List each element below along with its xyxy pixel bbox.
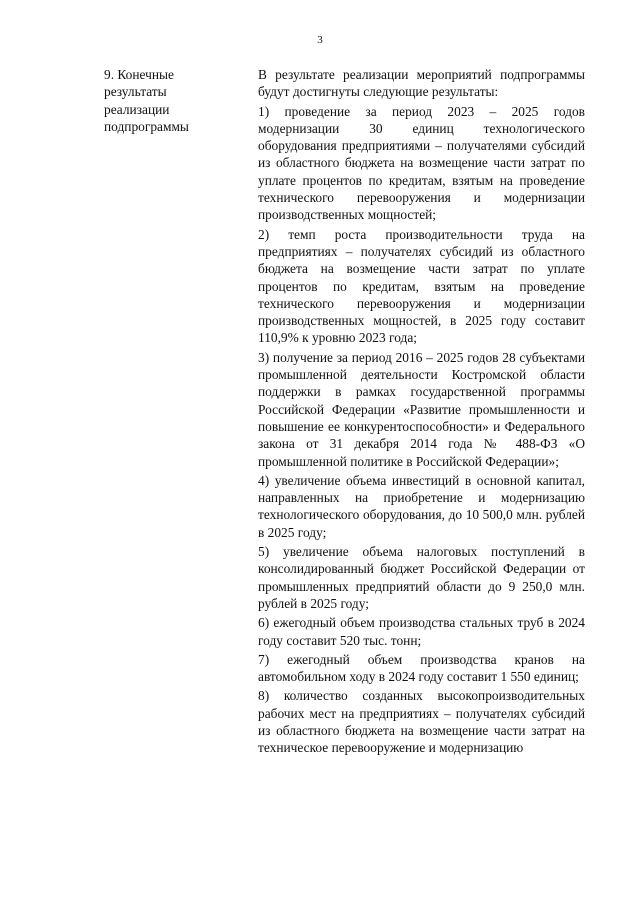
section-title-line: 9. Конечные [104, 67, 174, 82]
result-item-4: 4) увеличение объема инвестиций в основной капитал, направленных на приобретение и модернизацию технологического оборудования, до 10 500,0 млн. рублей в 2025 году; [258, 472, 585, 540]
result-item-3: 3) получение за период 2016 – 2025 годов 28 субъектами промышленной деятельности Костромской области поддержки в рамках государственной программы Российской Федерации «Развитие промышленности и повышение ее конкурентоспособности» и Федерального закона от 31 декабря 2014 года № 488-ФЗ «О промышленной политике в Российской Федерации»; [258, 349, 585, 469]
result-item-8: 8) количество созданных высокопроизводительных рабочих мест на предприятиях – получателях субсидий из областного бюджета на возмещение части затрат на техническое перевооружение и модернизацию [258, 688, 585, 756]
section-title-line: реализации [104, 101, 170, 117]
result-item-2: 2) темп роста производительности труда на предприятиях – получателях субсидий из областного бюджета на возмещение части затрат по уплате процентов по кредитам, взятым на проведение технического перевооружения и модернизации производственных мощностей, в 2025 году составит 110,9% к уровню 2023 года; [258, 226, 585, 346]
result-item-7: 7) ежегодный объем производства кранов на автомобильном ходу в 2024 году составит 1 550 единиц; [258, 651, 585, 685]
result-item-1: 1) проведение за период 2023 – 2025 годов модернизации 30 единиц технологического оборудования предприятиями – получателями субсидий из областного бюджета на возмещение части затрат по уплате процентов по кредитам, взятым на проведение технического перевооружения и модернизации производственных мощностей; [258, 103, 585, 223]
intro-paragraph: В результате реализации мероприятий подпрограммы будут достигнуты следующие результаты: [258, 67, 585, 100]
result-item-6: 6) ежегодный объем производства стальных труб в 2024 году составит 520 тыс. тонн; [258, 615, 585, 648]
section-title-line: результаты [104, 84, 167, 100]
page-number: 3 [317, 34, 323, 46]
section-title-line: подпрограммы [104, 118, 189, 134]
section-title [104, 66, 224, 135]
section-body [258, 66, 585, 759]
result-item-5: 5) увеличение объема налоговых поступлений в консолидированный бюджет Российской Федерации от промышленных предприятий области до 9 250,0 млн. рублей в 2025 году; [258, 544, 585, 611]
